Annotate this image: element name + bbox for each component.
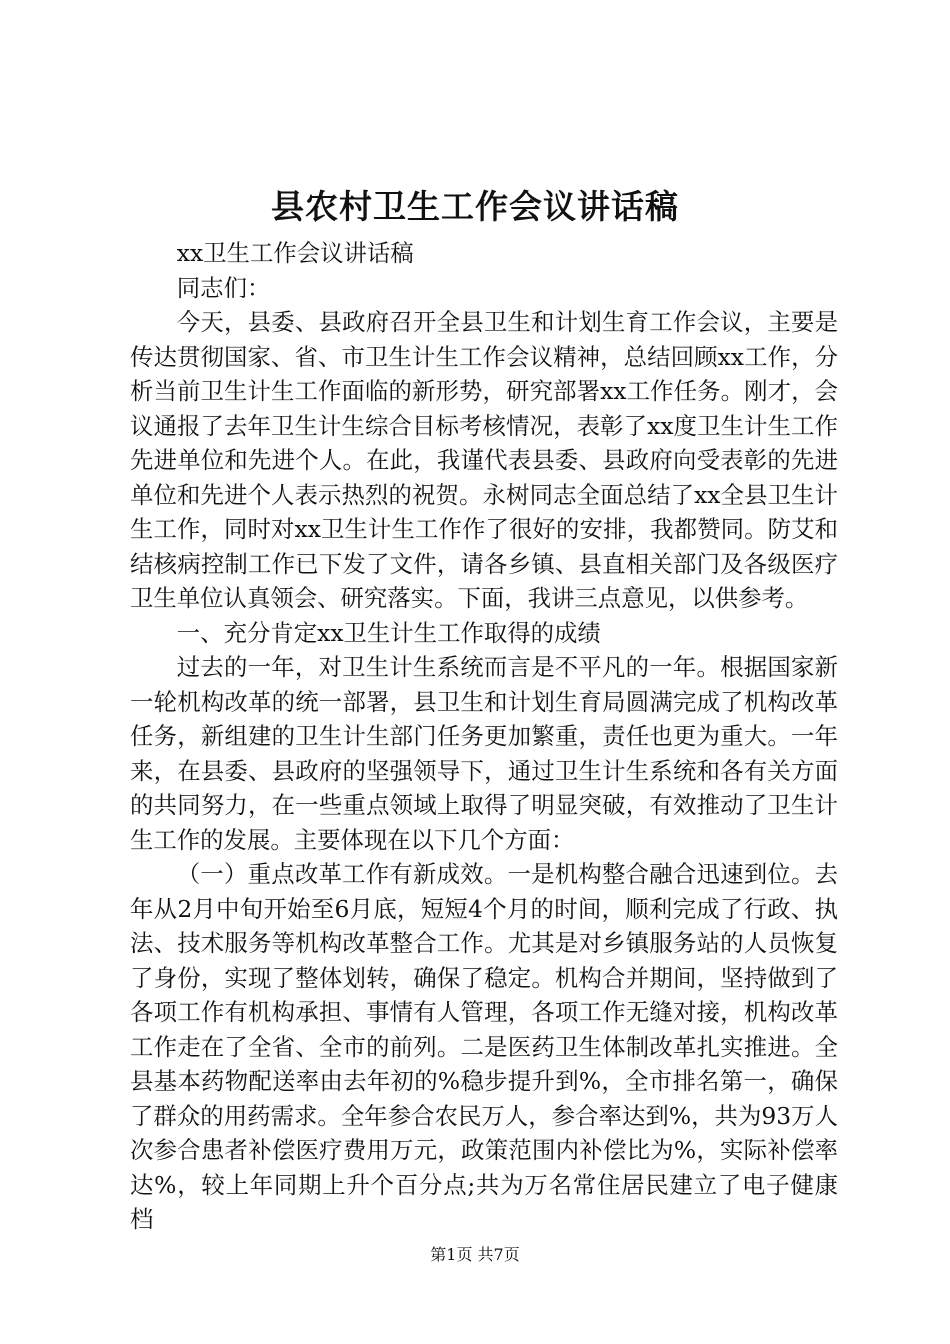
opening-paragraph: 今天，县委、县政府召开全县卫生和计划生育工作会议，主要是传达贯彻国家、省、市卫生计生工作会议精神，总结回顾xx工作，分析当前卫生计生工作面临的新形势，研究部署xx工作任务。刚才，会议通报了去年卫生计生综合目标考核情况，表彰了xx度卫生计生工作先进单位和先进个人。在此，我谨代表县委、县政府向受表彰的先进单位和先进个人表示热烈的祝贺。永树同志全面总结了xx全县卫生计生工作，同时对xx卫生计生工作作了很好的安排，我都赞同。防艾和结核病控制工作已下发了文件，请各乡镇、县直相关部门及各级医疗卫生单位认真领会、研究落实。下面，我讲三点意见，以供参考。 (130, 308, 838, 612)
salutation-paragraph: 同志们： (176, 273, 271, 302)
subtitle-paragraph: xx卫生工作会议讲话稿 (176, 239, 414, 267)
reform-paragraph: （一）重点改革工作有新成效。一是机构整合融合迅速到位。去年从2月中旬开始至6月底，短短4个月的时间，顺利完成了行政、执法、技术服务等机构改革整合工作。尤其是对乡镇服务站的人员恢复了身份，实现了整体划转，确保了稳定。机构合并期间，坚持做到了各项工作有机构承担、事情有人管理，各项工作无缝对接，机构改革工作走在了全省、全市的前列。二是医药卫生体制改革扎实推进。全县基本药物配送率由去年初的%稳步提升到%，全市排名第一，确保了群众的用药需求。全年参合农民万人，参合率达到%，共为93万人次参合患者补偿医疗费用万元，政策范围内补偿比为%，实际补偿率达%，较上年同期上升个百分点;共为万名常住居民建立了电子健康档 (130, 860, 838, 1233)
section-heading: 一、充分肯定xx卫生计生工作取得的成绩 (176, 618, 601, 647)
document-title: 县农村卫生工作会议讲话稿 (271, 187, 679, 226)
review-paragraph: 过去的一年，对卫生计生系统而言是不平凡的一年。根据国家新一轮机构改革的统一部署，县卫生和计划生育局圆满完成了机构改革任务，新组建的卫生计生部门任务更加繁重，责任也更为重大。一年来，在县委、县政府的坚强领导下，通过卫生计生系统和各有关方面的共同努力，在一些重点领域上取得了明显突破，有效推动了卫生计生工作的发展。主要体现在以下几个方面： (130, 653, 838, 854)
page-footer: 第1页 共7页 (430, 1245, 520, 1264)
document-body (130, 236, 838, 1237)
